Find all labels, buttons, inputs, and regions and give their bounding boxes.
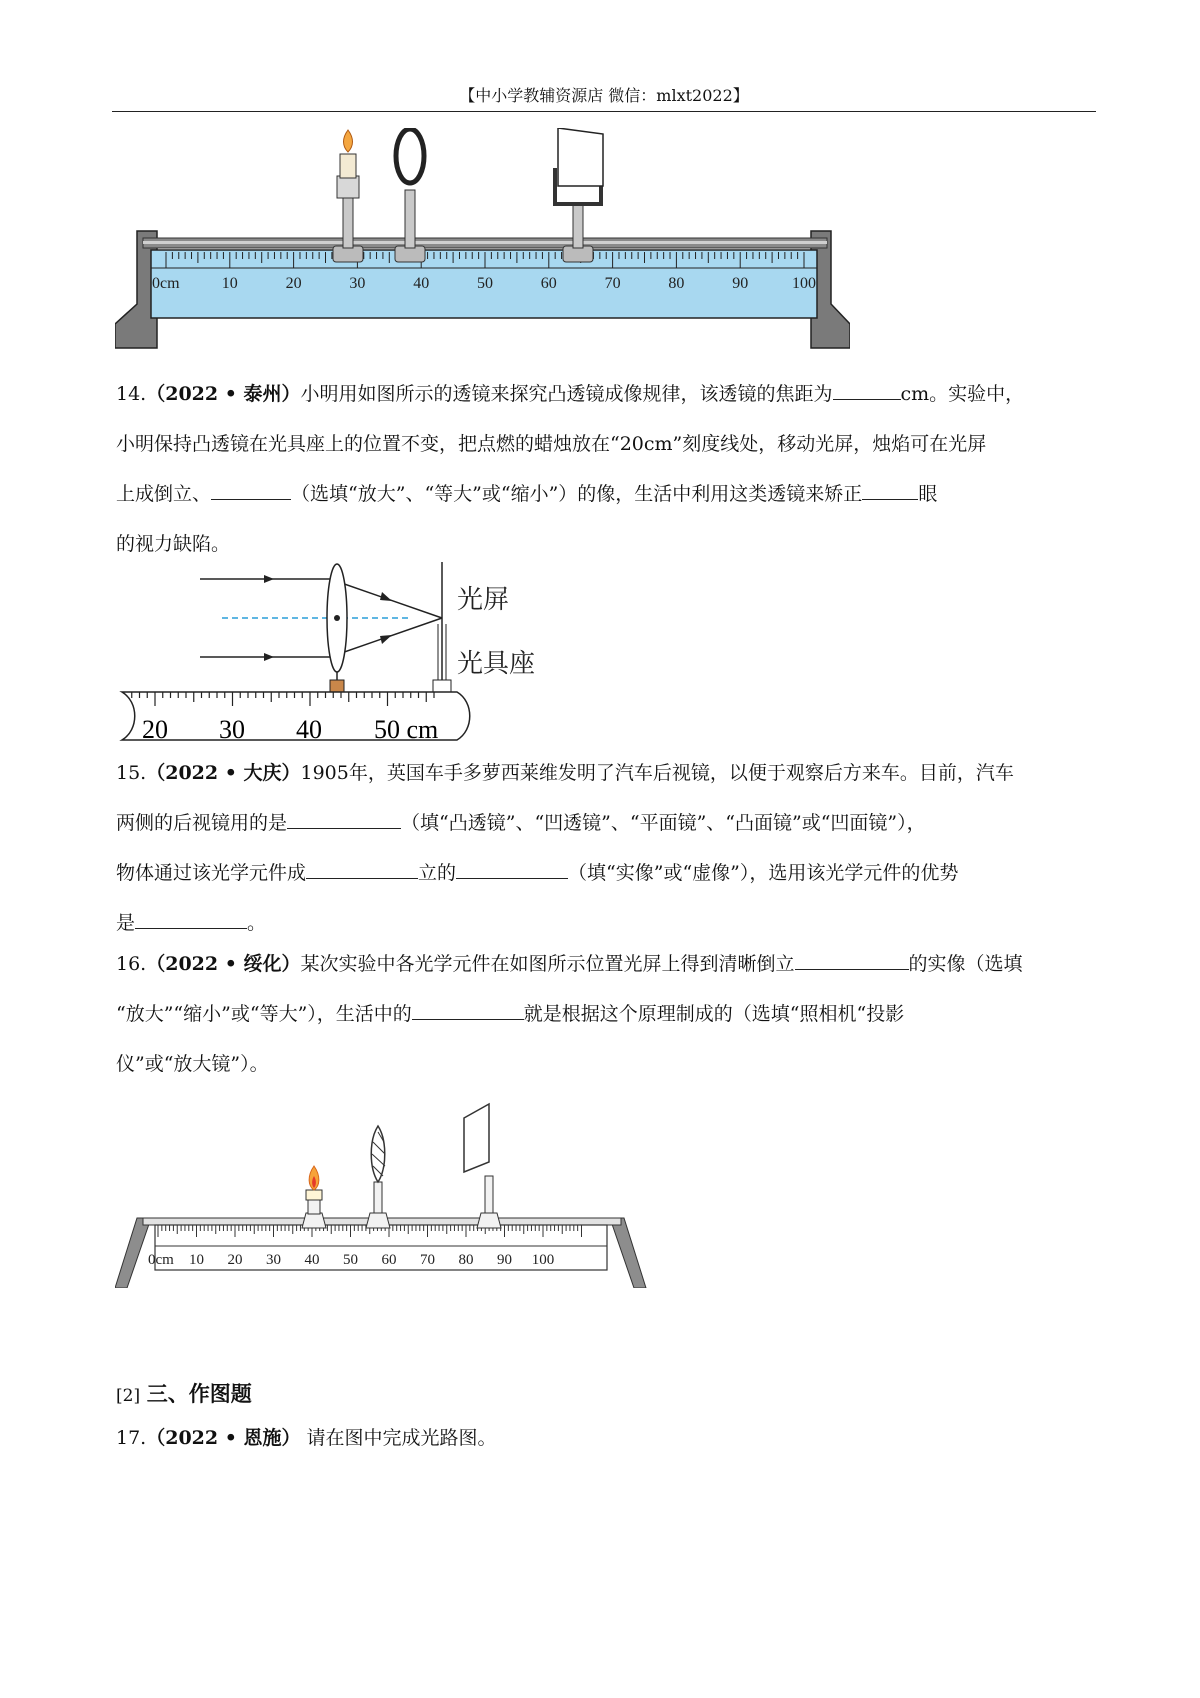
section-heading (116, 1378, 252, 1408)
ruler-label: 50 (343, 1252, 358, 1268)
ruler-label-40: 40 (296, 715, 322, 742)
q14-number: 14. (116, 383, 147, 405)
ruler-label: 80 (668, 275, 685, 292)
q17-source: （2022 • 恩施） (146, 1427, 301, 1449)
ruler-label: 0cm (148, 1252, 174, 1268)
q15-blank-3[interactable] (456, 862, 568, 879)
q16-text-2b: 就是根据这个原理制成的（选填“照相机“投影 (523, 1003, 905, 1025)
label-screen: 光屏 (457, 585, 510, 614)
lens-2 (366, 1126, 390, 1228)
candle-2 (302, 1166, 326, 1228)
ruler-label: 40 (413, 275, 430, 292)
ruler-label: 30 (266, 1252, 281, 1268)
ruler-label: 100 (531, 1252, 555, 1268)
q16-line-3: 仪”或“放大镜”）。 (116, 1053, 269, 1075)
question-17 (116, 1413, 1100, 1463)
ruler-label-20: 20 (142, 715, 168, 742)
q14-blank-2[interactable] (211, 483, 291, 500)
ruler-label: 50 (477, 275, 493, 292)
ruler-label: 20 (227, 1252, 243, 1268)
q14-line-4: 的视力缺陷。 (116, 533, 231, 555)
q14-text-3c: 眼 (918, 483, 938, 505)
left-stand-2 (115, 1218, 149, 1288)
ruler-label: 40 (304, 1252, 320, 1268)
section-tag: [2] (116, 1386, 141, 1406)
q16-number: 16. (116, 953, 147, 975)
ruler-label-50: 50 cm (374, 715, 439, 742)
q15-text-3c: （填“实像”或“虚像”），选用该光学元件的优势 (568, 862, 959, 884)
ruler-label: 60 (381, 1252, 397, 1268)
ruler-label: 70 (420, 1252, 435, 1268)
ruler-label: 60 (540, 275, 557, 292)
figure-lens-focus-diagram (112, 562, 552, 742)
q15-text-1: 1905年，英国车手多萝西莱维发明了汽车后视镜，以便于观察后方来车。目前，汽车 (300, 762, 1014, 784)
ruler-label: 20 (285, 275, 302, 292)
q14-text-3b: （选填“放大”、“等大”或“缩小”）的像，生活中利用这类透镜来矫正 (291, 483, 863, 505)
ruler-label: 0cm (152, 275, 180, 292)
q14-line-2: 小明保持凸透镜在光具座上的位置不变，把点燃的蜡烛放在“20cm”刻度线处，移动光屏，烛焰可在光屏 (116, 433, 987, 455)
figure-optical-bench-1 (115, 128, 850, 360)
ruler-label: 10 (189, 1252, 204, 1268)
q14-text-1b: cm。实验中， (900, 383, 1025, 405)
q15-text-4b: 。 (247, 912, 267, 934)
q16-text-1a: 某次实验中各光学元件在如图所示位置光屏上得到清晰倒立 (300, 953, 795, 975)
header-rule (112, 111, 1096, 112)
q17-number: 17. (116, 1427, 147, 1449)
screen-2 (464, 1104, 501, 1228)
label-optical-bench: 光具座 (457, 649, 536, 678)
ruler-label: 90 (732, 275, 749, 292)
ruler-label: 10 (221, 275, 238, 292)
ruler-label: 80 (458, 1252, 474, 1268)
q15-text-3a: 物体通过该光学元件成 (116, 862, 307, 884)
q14-blank-1[interactable] (833, 383, 901, 400)
section-title: 三、作图题 (146, 1381, 252, 1406)
ruler-label: 90 (497, 1252, 512, 1268)
q14-blank-3[interactable] (862, 483, 918, 500)
q15-text-2b: （填“凸透镜”、“凹透镜”、“平面镜”、“凸面镜”或“凹面镜”）， (401, 812, 926, 834)
q15-text-3b: 立的 (418, 862, 457, 884)
question-14 (116, 369, 1100, 569)
ruler-label: 100 (792, 275, 816, 292)
page-header: 【中小学教辅资源店 微信：mlxt2022】 (459, 86, 749, 105)
figure-optical-bench-2 (115, 1098, 650, 1288)
q14-text-3a: 上成倒立、 (116, 483, 212, 505)
right-stand-2 (612, 1218, 646, 1288)
q15-blank-2[interactable] (306, 862, 418, 879)
ruler-label-30: 30 (219, 715, 245, 742)
ruler-label: 70 (604, 275, 621, 292)
q16-blank-1[interactable] (795, 953, 909, 970)
q16-text-1b: 的实像（选填 (908, 953, 1023, 975)
q15-number: 15. (116, 762, 147, 784)
q16-source: （2022 • 绥化） (146, 953, 301, 975)
question-15 (116, 748, 1100, 948)
q14-source: （2022 • 泰州） (146, 383, 301, 405)
question-16 (116, 939, 1100, 1089)
q16-text-2a: “放大”“缩小”或“等大”），生活中的 (116, 1003, 412, 1025)
q15-blank-4[interactable] (135, 912, 247, 929)
q15-text-2a: 两侧的后视镜用的是 (116, 812, 288, 834)
q14-text-1a: 小明用如图所示的透镜来探究凸透镜成像规律，该透镜的焦距为 (300, 383, 833, 405)
ruler-label: 30 (349, 275, 366, 292)
q15-blank-1[interactable] (287, 812, 401, 829)
q17-text: 请在图中完成光路图。 (300, 1427, 497, 1449)
q15-source: （2022 • 大庆） (146, 762, 301, 784)
q15-text-4a: 是 (116, 912, 136, 934)
q16-blank-2[interactable] (412, 1003, 524, 1020)
